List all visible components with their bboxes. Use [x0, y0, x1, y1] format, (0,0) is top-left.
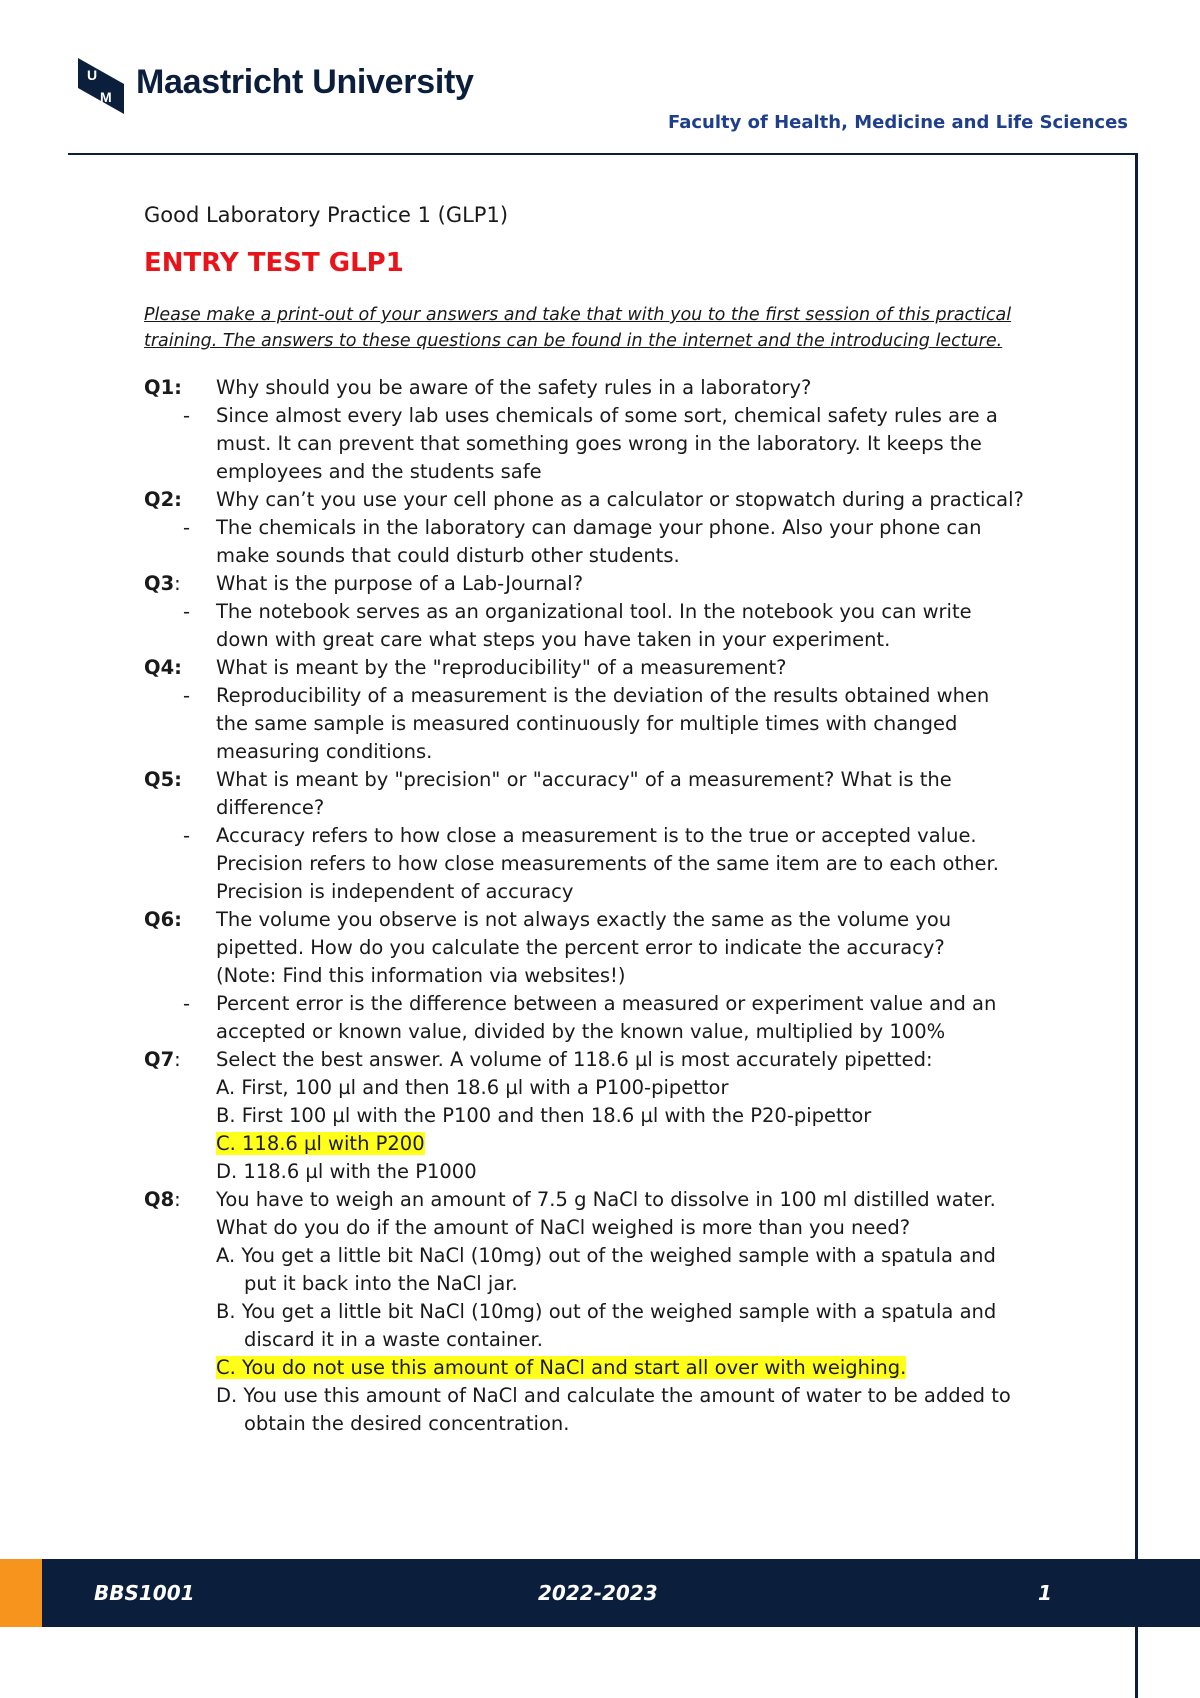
course-title: Good Laboratory Practice 1 (GLP1) [144, 203, 509, 227]
question-text: Why should you be aware of the safety rules in a laboratory? [216, 376, 812, 399]
answer-q6 [144, 990, 1074, 1046]
answer-q2 [144, 514, 1074, 570]
um-logo-icon [78, 58, 124, 114]
academic-year: 2022-2023 [538, 1581, 658, 1605]
answer-line: Accuracy refers to how close a measurement is to the true or accepted value. [216, 824, 977, 847]
option-a: A. You get a little bit NaCl (10mg) out of the weighed sample with a spatula and put it back into the NaCl jar. [216, 1244, 996, 1295]
svg-text:M: M [100, 89, 112, 105]
question-text: Why can’t you use your cell phone as a calculator or stopwatch during a practical? [216, 488, 1024, 511]
question-text [216, 766, 1074, 822]
entry-test-title: ENTRY TEST GLP1 [144, 248, 404, 278]
question-line: The volume you observe is not always exactly the same as the volume you [216, 908, 952, 931]
answer-dash: - [182, 600, 190, 623]
answer-text [216, 514, 1074, 570]
highlighted-answer: C. 118.6 µl with P200 [216, 1132, 425, 1155]
question-line: pipetted. How do you calculate the percent error to indicate the accuracy? [216, 936, 945, 959]
question-text: What is meant by the "reproducibility" of a measurement? [216, 656, 787, 679]
answer-line: must. It can prevent that something goes wrong in the laboratory. It keeps the [216, 432, 982, 455]
option-b: B. You get a little bit NaCl (10mg) out of the weighed sample with a spatula and discard it in a waste container. [216, 1300, 997, 1351]
question-label: Q3: [144, 572, 181, 595]
course-code: BBS1001 [94, 1581, 195, 1605]
question-label: Q6: [144, 908, 182, 931]
document-body [144, 200, 1074, 1438]
answer-line: Since almost every lab uses chemicals of some sort, chemical safety rules are a [216, 404, 998, 427]
option-c-correct [144, 1354, 1074, 1382]
answer-dash: - [182, 684, 190, 707]
header-divider [68, 153, 1137, 155]
instructions-line: training. The answers to these questions can be found in the internet and the introducing lecture. [144, 331, 1003, 351]
answer-text [216, 682, 1074, 766]
answer-dash: - [182, 824, 190, 847]
faculty-name: Faculty of Health, Medicine and Life Sciences [667, 112, 1128, 133]
svg-text:U: U [87, 67, 98, 83]
option-c-correct [144, 1130, 1074, 1158]
right-margin-line [1135, 153, 1138, 1698]
answer-line: down with great care what steps you have taken in your experiment. [216, 628, 891, 651]
page-footer [0, 1559, 1200, 1627]
question-list [144, 374, 1074, 1438]
answer-q3 [144, 598, 1074, 654]
answer-line: the same sample is measured continuously for multiple times with changed [216, 712, 958, 735]
question-q5 [144, 766, 1074, 822]
instructions [144, 302, 1074, 354]
question-q7 [144, 1046, 1074, 1074]
question-line: What do you do if the amount of NaCl weighed is more than you need? [216, 1216, 911, 1239]
question-q3 [144, 570, 1074, 598]
question-label: Q5: [144, 768, 182, 791]
question-text: Select the best answer. A volume of 118.6 µl is most accurately pipetted: [216, 1048, 933, 1071]
question-q1 [144, 374, 1074, 402]
option-d: D. You use this amount of NaCl and calculate the amount of water to be added to obtain the desired concentration. [216, 1384, 1011, 1435]
highlighted-answer: C. You do not use this amount of NaCl and start all over with weighing. [216, 1356, 907, 1379]
footer-accent [0, 1559, 42, 1627]
option-b: B. First 100 µl with the P100 and then 18.6 µl with the P20-pipettor [216, 1104, 872, 1127]
question-line: difference? [216, 796, 325, 819]
question-text: What is the purpose of a Lab-Journal? [216, 572, 584, 595]
answer-line: measuring conditions. [216, 740, 433, 763]
question-line: (Note: Find this information via websites!) [216, 964, 626, 987]
page-number: 1 [1038, 1581, 1052, 1605]
option-a: A. First, 100 µl and then 18.6 µl with a P100-pipettor [216, 1076, 729, 1099]
answer-line: The notebook serves as an organizational tool. In the notebook you can write [216, 600, 972, 623]
answer-text [216, 990, 1074, 1046]
question-label: Q2: [144, 488, 182, 511]
question-text [216, 906, 1074, 990]
answer-q4 [144, 682, 1074, 766]
question-label: Q7: [144, 1048, 181, 1071]
question-q2 [144, 486, 1074, 514]
answer-line: Reproducibility of a measurement is the deviation of the results obtained when [216, 684, 990, 707]
answer-line: Precision is independent of accuracy [216, 880, 574, 903]
question-line: What is meant by "precision" or "accuracy" of a measurement? What is the [216, 768, 952, 791]
question-label: Q1: [144, 376, 182, 399]
answer-text [216, 598, 1074, 654]
question-q6 [144, 906, 1074, 990]
question-q4 [144, 654, 1074, 682]
answer-dash: - [182, 404, 190, 427]
answer-dash: - [182, 992, 190, 1015]
instructions-line: Please make a print-out of your answers and take that with you to the first session of this practical [144, 305, 1012, 325]
logo-wordmark: Maastricht University [136, 62, 474, 101]
question-text [216, 1186, 1074, 1242]
question-line: You have to weigh an amount of 7.5 g NaCl to dissolve in 100 ml distilled water. [216, 1188, 996, 1211]
answer-text [216, 402, 1074, 486]
question-q8 [144, 1186, 1074, 1242]
answer-line: Precision refers to how close measurements of the same item are to each other. [216, 852, 999, 875]
answer-dash: - [182, 516, 190, 539]
question-label: Q4: [144, 656, 182, 679]
option-d: D. 118.6 µl with the P1000 [216, 1160, 477, 1183]
answer-line: make sounds that could disturb other students. [216, 544, 680, 567]
answer-line: The chemicals in the laboratory can damage your phone. Also your phone can [216, 516, 982, 539]
answer-q1 [144, 402, 1074, 486]
university-logo [78, 58, 474, 114]
answer-line: accepted or known value, divided by the known value, multiplied by 100% [216, 1020, 946, 1043]
question-label: Q8: [144, 1188, 181, 1211]
answer-text [216, 822, 1074, 906]
answer-line: employees and the students safe [216, 460, 542, 483]
answer-line: Percent error is the difference between a measured or experiment value and an [216, 992, 997, 1015]
answer-q5 [144, 822, 1074, 906]
